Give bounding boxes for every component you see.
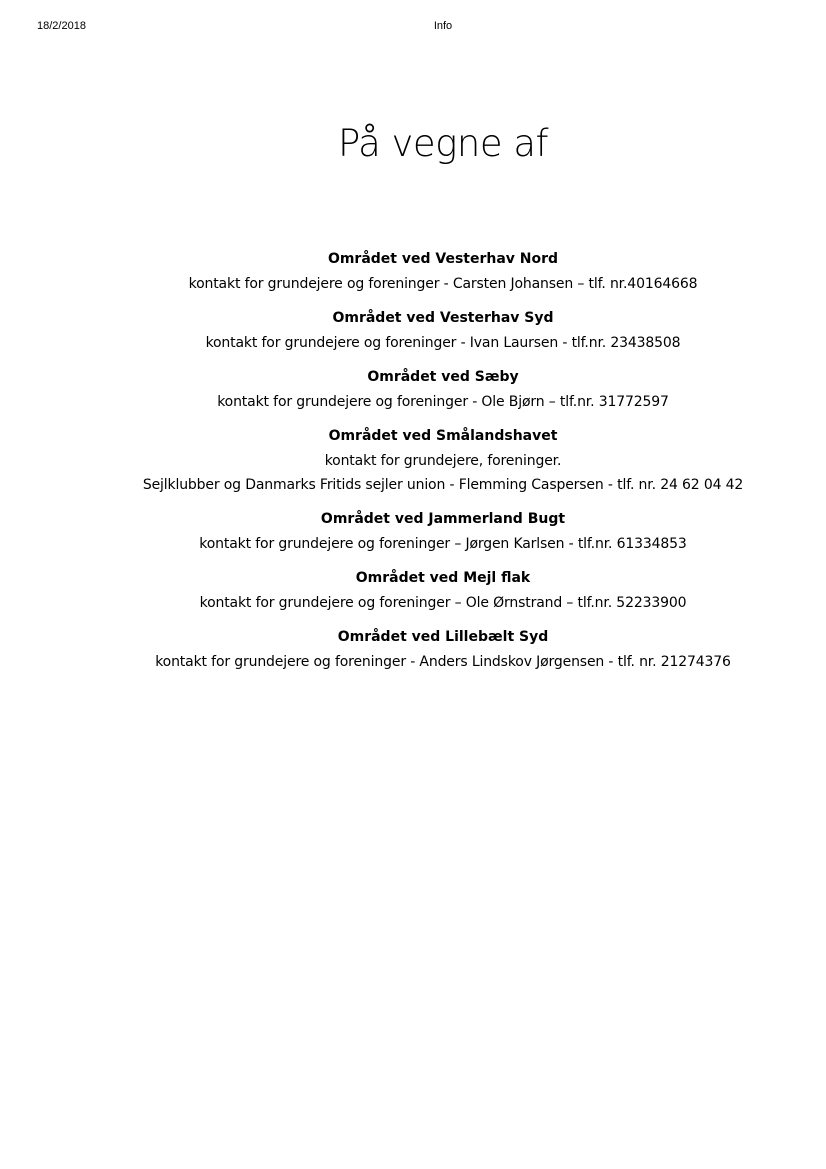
area-saeby [0, 366, 826, 414]
area-smaalandshavet [0, 425, 826, 497]
print-title: Info [433, 20, 453, 32]
area-contact: kontakt for grundejere, foreninger. [324, 453, 562, 469]
area-contact: kontakt for grundejere og foreninger – Ole Ørnstrand – tlf.nr. 52233900 [199, 595, 687, 611]
area-contact: kontakt for grundejere og foreninger – Jørgen Karlsen - tlf.nr. 61334853 [199, 536, 687, 552]
area-name: Området ved Mejl flak [355, 570, 531, 586]
area-contact: kontakt for grundejere og foreninger - Ivan Laursen - tlf.nr. 23438508 [205, 335, 681, 351]
print-date: 18/2/2018 [37, 20, 86, 32]
area-name: Området ved Vesterhav Syd [332, 310, 554, 326]
area-name: Området ved Vesterhav Nord [327, 251, 559, 267]
page-title: På vegne af [337, 122, 549, 165]
area-vesterhav-syd [0, 307, 826, 355]
area-lillebaelt-syd [0, 626, 826, 674]
area-name: Området ved Jammerland Bugt [320, 511, 566, 527]
area-contact: kontakt for grundejere og foreninger - Carsten Johansen – tlf. nr.40164668 [188, 276, 698, 292]
area-name: Området ved Sæby [367, 369, 519, 385]
area-name: Området ved Lillebælt Syd [337, 629, 549, 645]
area-name: Området ved Smålandshavet [328, 428, 558, 444]
area-jammerland-bugt [0, 508, 826, 556]
area-list [0, 248, 826, 685]
area-contact: Sejlklubber og Danmarks Fritids sejler union - Flemming Caspersen - tlf. nr. 24 62 04 42 [142, 477, 744, 493]
area-contact: kontakt for grundejere og foreninger - Ole Bjørn – tlf.nr. 31772597 [217, 394, 669, 410]
area-mejl-flak [0, 567, 826, 615]
area-vesterhav-nord [0, 248, 826, 296]
area-contact: kontakt for grundejere og foreninger - Anders Lindskov Jørgensen - tlf. nr. 21274376 [155, 654, 731, 670]
